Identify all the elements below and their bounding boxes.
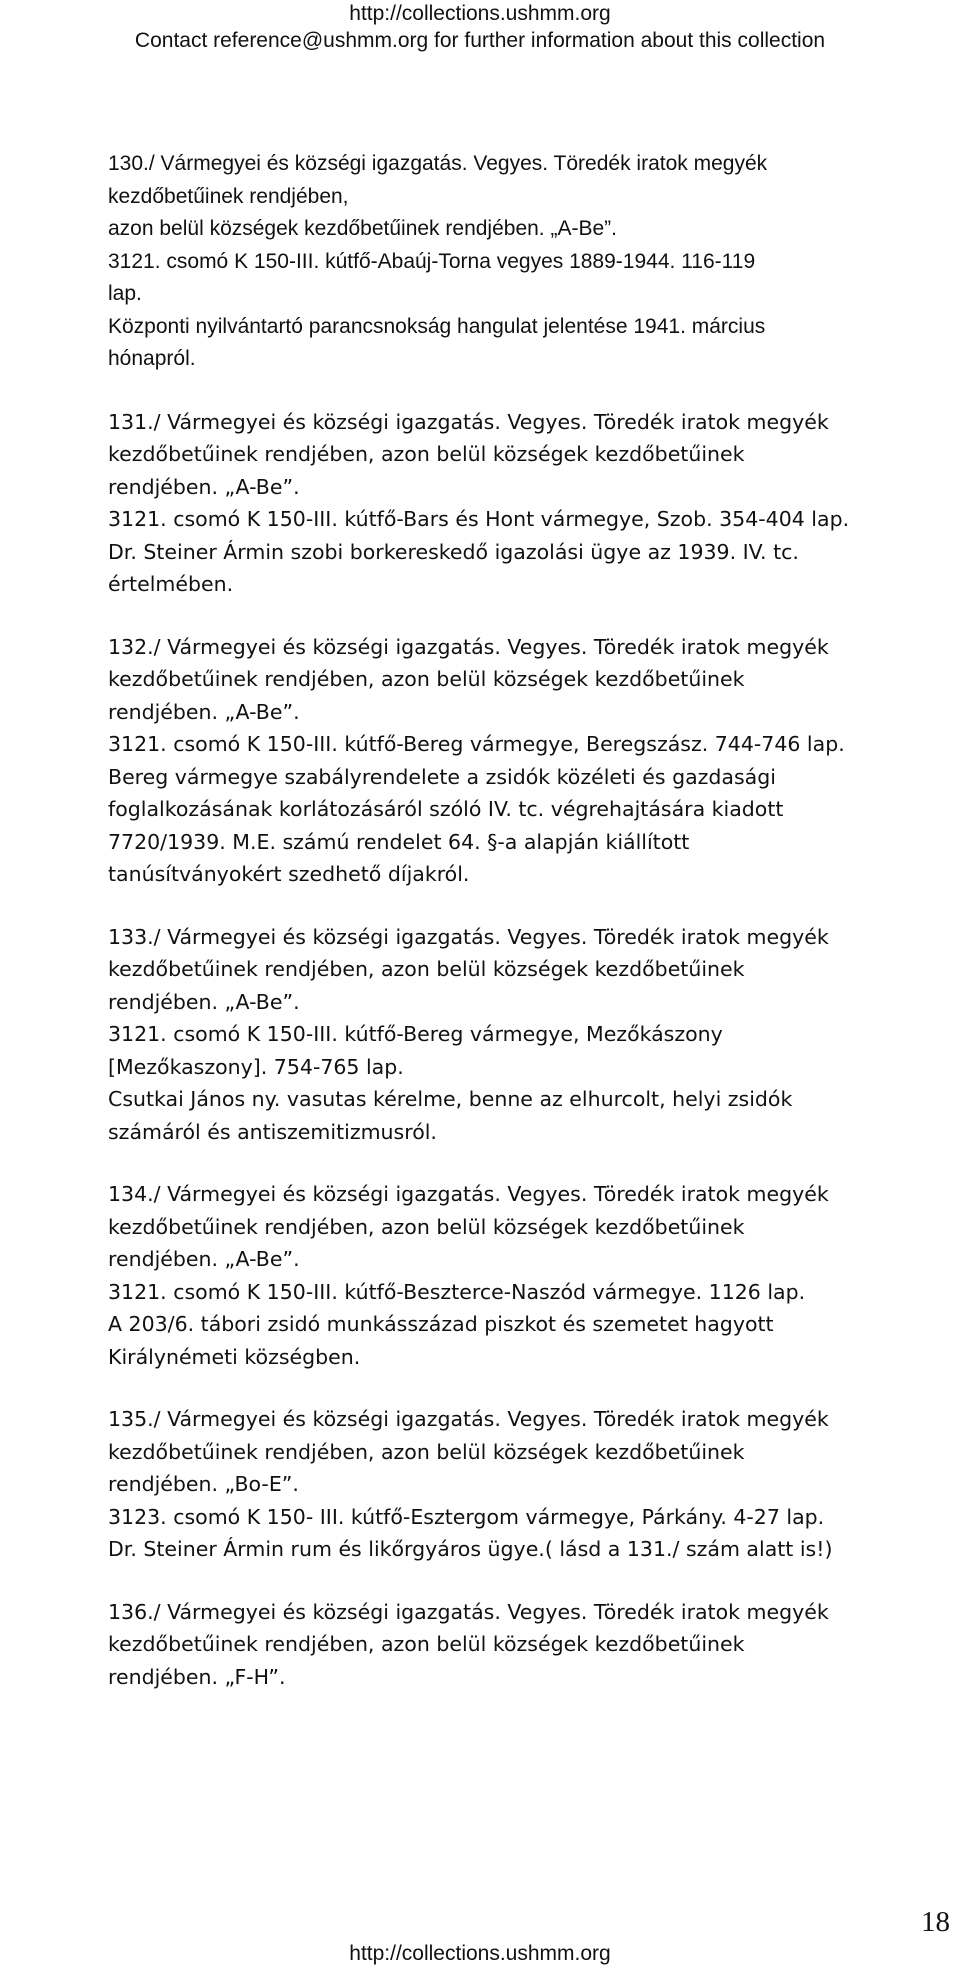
entry-line: 135./ Vármegyei és községi igazgatás. Vegyes. Töredék iratok megyék <box>108 1407 829 1431</box>
entry-line: rendjében. „A-Be”. <box>108 699 300 724</box>
header-contact-text: Contact reference@ushmm.org for further information about this collection <box>134 29 826 52</box>
header-url-link[interactable]: http://collections.ushmm.org <box>349 2 611 25</box>
document-body <box>108 148 928 1723</box>
entry-132 <box>108 631 928 891</box>
entry-134 <box>108 1178 928 1373</box>
entry-line: kezdőbetűinek rendjében, azon belül községek kezdőbetűinek <box>108 1439 745 1464</box>
entry-line: A 203/6. tábori zsidó munkásszázad piszkot és szemetet hagyott <box>108 1312 774 1336</box>
entry-line: 132./ Vármegyei és községi igazgatás. Vegyes. Töredék iratok megyék <box>108 634 829 659</box>
entry-line: 3121. csomó K 150-III. kútfő-Bereg vármegye, Beregszász. 744-746 lap. <box>108 732 845 756</box>
entry-line: tanúsítványokért szedhető díjakról. <box>108 862 470 886</box>
entry-line: 3121. csomó K 150-III. kútfő-Bereg vármegye, Mezőkászony <box>108 1022 723 1046</box>
entry-line: 3121. csomó K 150-III. kútfő-Abaúj-Torna vegyes 1889-1944. 116-119 <box>108 249 756 273</box>
entry-line: számáról és antiszemitizmusról. <box>108 1119 437 1144</box>
entry-line: rendjében. „A-Be”. <box>108 474 300 499</box>
entry-line: 130./ Vármegyei és községi igazgatás. Vegyes. Töredék iratok megyék <box>108 152 768 175</box>
entry-line: azon belül községek kezdőbetűinek rendjében. „A-Be”. <box>108 217 617 240</box>
entry-line: kezdőbetűinek rendjében, azon belül községek kezdőbetűinek <box>108 1214 745 1239</box>
entry-line: lap. <box>108 282 142 305</box>
entry-131 <box>108 406 928 601</box>
entry-135 <box>108 1403 928 1566</box>
entry-line: 134./ Vármegyei és községi igazgatás. Vegyes. Töredék iratok megyék <box>108 1182 829 1206</box>
footer-url-link[interactable]: http://collections.ushmm.org <box>349 1942 611 1965</box>
entry-line: Központi nyilvántartó parancsnokság hangulat jelentése 1941. március <box>108 314 766 338</box>
entry-line: 131./ Vármegyei és községi igazgatás. Vegyes. Töredék iratok megyék <box>108 409 829 434</box>
entry-line: hónapról. <box>108 347 196 370</box>
entry-line: kezdőbetűinek rendjében, azon belül községek kezdőbetűinek <box>108 667 745 691</box>
entry-line: kezdőbetűinek rendjében, <box>108 184 349 208</box>
entry-line: 7720/1939. M.E. számú rendelet 64. §-a alapján kiállított <box>108 829 690 854</box>
entry-line: kezdőbetűinek rendjében, azon belül községek kezdőbetűinek <box>108 957 745 981</box>
entry-line: Csutkai János ny. vasutas kérelme, benne az elhurcolt, helyi zsidók <box>108 1087 793 1111</box>
entry-line: rendjében. „A-Be”. <box>108 1247 300 1271</box>
entry-line: 133./ Vármegyei és községi igazgatás. Vegyes. Töredék iratok megyék <box>108 924 829 949</box>
page-header <box>0 0 960 54</box>
page-footer <box>0 1942 960 1966</box>
entry-line: Bereg vármegye szabályrendelete a zsidók közéleti és gazdasági <box>108 764 776 789</box>
entry-line: rendjében. „A-Be”. <box>108 989 300 1014</box>
entry-line: Királynémeti községben. <box>108 1344 361 1369</box>
entry-line: 3121. csomó K 150-III. kútfő-Bars és Hont vármegye, Szob. 354-404 lap. <box>108 507 850 531</box>
entry-line: foglalkozásának korlátozásáról szóló IV. tc. végrehajtására kiadott <box>108 797 784 821</box>
entry-130 <box>108 148 928 376</box>
entry-line: 3121. csomó K 150-III. kútfő-Beszterce-Naszód vármegye. 1126 lap. <box>108 1279 806 1304</box>
entry-line: kezdőbetűinek rendjében, azon belül községek kezdőbetűinek <box>108 442 745 466</box>
entry-line: Dr. Steiner Ármin szobi borkereskedő igazolási ügye az 1939. IV. tc. <box>108 539 799 564</box>
page-number: 18 <box>921 1906 950 1938</box>
entry-line: Dr. Steiner Ármin rum és likőrgyáros ügye.( lásd a 131./ szám alatt is!) <box>108 1537 833 1561</box>
entry-line: [Mezőkaszony]. 754-765 lap. <box>108 1054 404 1079</box>
entry-133 <box>108 921 928 1149</box>
entry-136 <box>108 1596 928 1694</box>
entry-line: kezdőbetűinek rendjében, azon belül községek kezdőbetűinek <box>108 1632 745 1656</box>
entry-line: 3123. csomó K 150- III. kútfő-Esztergom vármegye, Párkány. 4-27 lap. <box>108 1504 825 1529</box>
entry-line: rendjében. „Bo-E”. <box>108 1472 299 1496</box>
entry-line: rendjében. „F-H”. <box>108 1664 286 1689</box>
entry-line: értelmében. <box>108 572 234 596</box>
entry-line: 136./ Vármegyei és községi igazgatás. Vegyes. Töredék iratok megyék <box>108 1599 829 1624</box>
